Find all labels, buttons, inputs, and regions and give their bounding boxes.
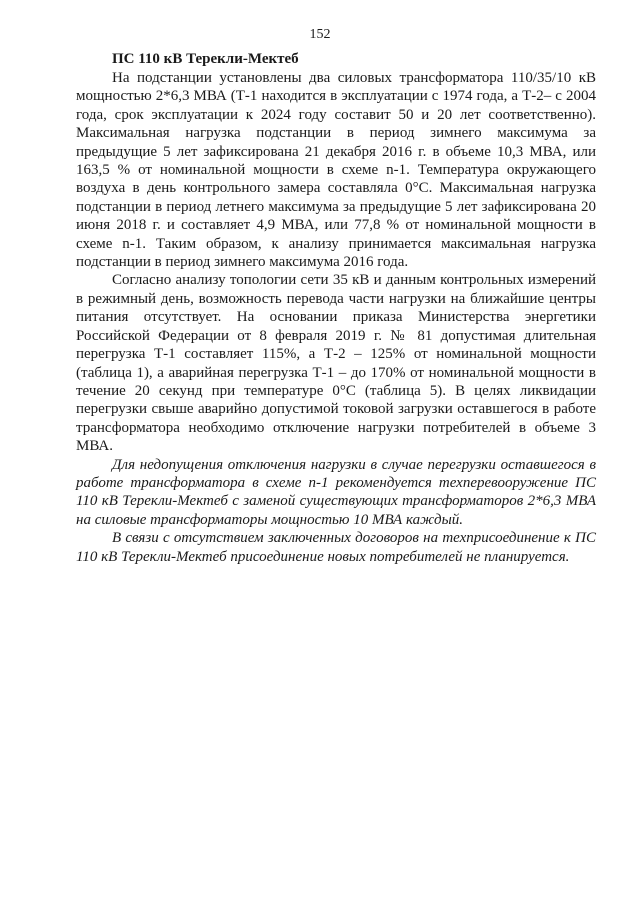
paragraph-new-consumers: В связи с отсутствием заключенных договоров на техприсоединение к ПС 110 кВ Терекли-Мектеб присоединение новых потребителей не планируется. [76,530,596,565]
paragraph-topology-analysis: Согласно анализу топологии сети 35 кВ и данным контрольных измерений в режимный день, возможность перевода части нагрузки на ближайшие центры питания отсутствует. На основании приказа Министерства энергетики Российской Федерации от 8 февраля 2019 г. № 81 допустимая длительная перегрузка Т-1 составляет 115%, а Т-2 – 125% от номинальной мощности (таблица 1), а аварийная перегрузка Т-1 – до 170% от номинальной мощности в течение 20 секунд при температуре 0°С (таблица 5). В целях ликвидации перегрузки свыше аварийно допустимой токовой загрузки оставшегося в работе трансформатора необходимо отключение нагрузки потребителей в объеме 3 МВА. [76,272,596,455]
page-number: 152 [309,27,331,42]
document-body [76,50,596,566]
section-heading: ПС 110 кВ Терекли-Мектеб [112,51,299,67]
paragraph-recommendation: Для недопущения отключения нагрузки в случае перегрузки оставшегося в работе трансформатора в схеме n-1 рекомендуется техперевооружение ПС 110 кВ Терекли-Мектеб с заменой существующих трансформаторов 2*6,3 МВА на силовые трансформаторы мощностью 10 МВА каждый. [76,456,596,528]
paragraph-transformers: На подстанции установлены два силовых трансформатора 110/35/10 кВ мощностью 2*6,3 МВА (Т-1 находится в эксплуатации с 1974 года, а Т-2– с 2004 года, срок эксплуатации к 2024 году составит 50 и 20 лет соответственно). Максимальная нагрузка подстанции в период зимнего максимума за предыдущие 5 лет зафиксирована 21 декабря 2016 г. в объеме 10,3 МВА, или 163,5 % от номинальной мощности в схеме n-1. Температура окружающего воздуха в день контрольного замера составляла 0°С. Максимальная нагрузка подстанции в период летнего максимума за предыдущие 5 лет зафиксирована 20 июня 2018 г. и составляет 4,9 МВА, или 77,8 % от номинальной мощности в схеме n-1. Таким образом, к анализу принимается максимальная нагрузка подстанции в период зимнего максимума 2016 года. [76,70,596,271]
